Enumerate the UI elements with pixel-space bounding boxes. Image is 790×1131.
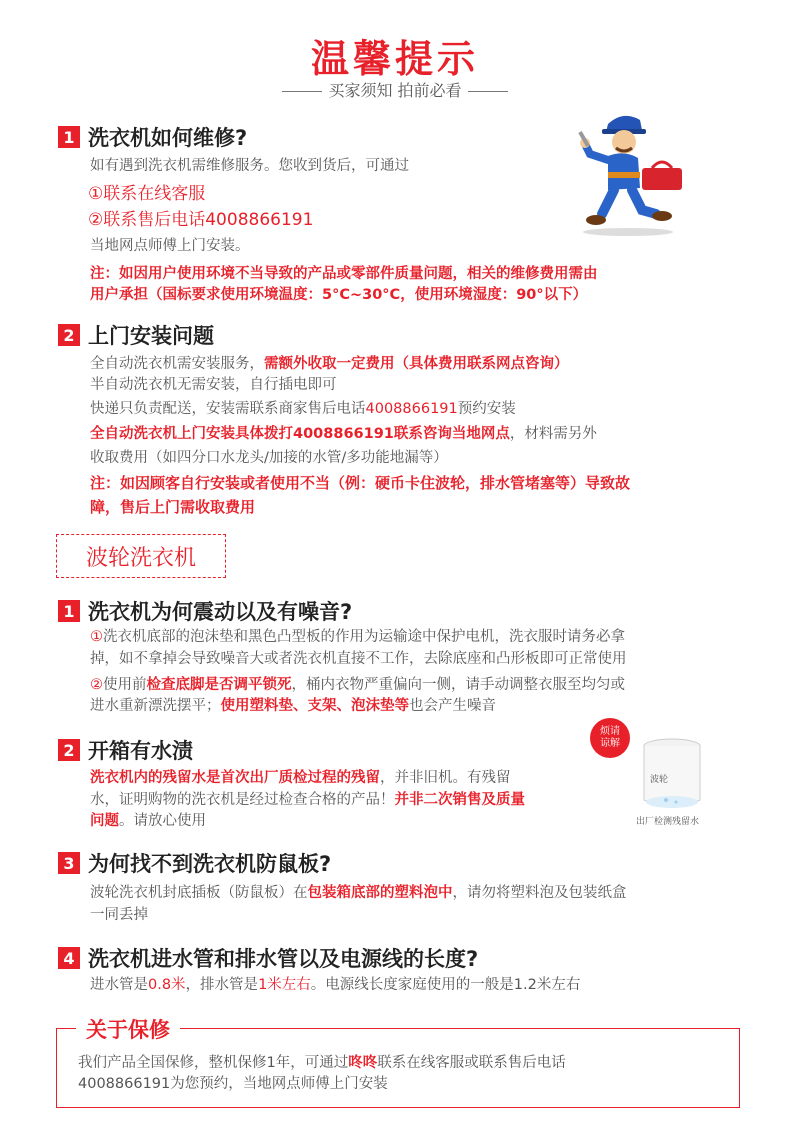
badge-text: 烦请谅解 bbox=[600, 726, 620, 749]
section-title: 洗衣机为何震动以及有噪音? bbox=[88, 600, 353, 624]
text-segment: 进水重新漂洗摆平； bbox=[90, 698, 221, 714]
section-number: 1 bbox=[58, 126, 80, 148]
chat-app-name: 咚咚 bbox=[348, 1055, 378, 1071]
water-line1 bbox=[90, 767, 511, 789]
vibration-line2: 掉，如不拿掉会导致噪音大或者洗衣机直接不工作，去除底座和凸形板即可正常使用 bbox=[90, 651, 627, 667]
water-line2 bbox=[90, 789, 525, 811]
text-highlight: 问题 bbox=[90, 813, 119, 829]
text-segment: 联系在线客服或联系售后电话 bbox=[377, 1055, 566, 1071]
repair-line1: 如有遇到洗衣机需维修服务。您收到货后，可通过 bbox=[90, 158, 409, 174]
section-number: 1 bbox=[58, 600, 80, 622]
repairman-illustration bbox=[568, 110, 688, 238]
drum-label: 波轮 bbox=[650, 775, 669, 785]
category-label: 波轮洗衣机 bbox=[85, 545, 196, 571]
install-line3 bbox=[90, 398, 516, 420]
text-highlight: 全自动洗衣机上门安装具体拨打4008866191联系咨询当地网点 bbox=[90, 426, 510, 442]
drum-caption: 出厂检测残留水 bbox=[636, 817, 700, 827]
warranty-title: 关于保修 bbox=[76, 1014, 180, 1044]
text-segment: 进水管是 bbox=[90, 977, 148, 993]
section-number: 2 bbox=[58, 324, 80, 346]
text-marker: ② bbox=[90, 677, 103, 693]
text-segment: ，桶内衣物严重偏向一侧，请手动调整衣服至均匀或 bbox=[291, 677, 625, 693]
text-segment: 波轮洗衣机封底插板（防鼠板）在 bbox=[90, 885, 308, 901]
category-box bbox=[56, 534, 226, 578]
section-vibration-heading bbox=[58, 596, 352, 626]
install-line1 bbox=[90, 353, 569, 375]
section-number: 3 bbox=[58, 852, 80, 874]
install-line4 bbox=[90, 423, 597, 445]
install-note-line1: 注：如因顾客自行安装或者使用不当（例：硬币卡住波轮，排水管堵塞等）导致故 bbox=[90, 474, 631, 492]
text-segment: 全自动洗衣机需安装服务， bbox=[90, 356, 264, 372]
text-segment: 使用前 bbox=[103, 677, 147, 693]
repair-line2: 当地网点师傅上门安装。 bbox=[90, 238, 250, 254]
text-segment: 快递只负责配送，安装需联系商家售后电话 bbox=[90, 401, 366, 417]
text-marker: ① bbox=[90, 629, 103, 645]
text-segment: ，并非旧机。有残留 bbox=[380, 770, 511, 786]
text-highlight: 并非二次销售及质量 bbox=[394, 792, 525, 808]
section-number: 4 bbox=[58, 947, 80, 969]
section-install-heading bbox=[58, 320, 214, 350]
text-segment: 水，证明购物的洗衣机是经过检查合格的产品！ bbox=[90, 792, 395, 808]
warranty-line2: 4008866191为您预约，当地网点师傅上门安装 bbox=[78, 1076, 388, 1092]
text-segment: 洗衣机底部的泡沫垫和黑色凸型板的作用为运输途中保护电机，洗衣服时请务必拿 bbox=[103, 629, 625, 645]
section-title: 洗衣机进水管和排水管以及电源线的长度? bbox=[88, 947, 479, 971]
section-repair-heading bbox=[58, 122, 247, 152]
section-title: 洗衣机如何维修? bbox=[88, 126, 248, 150]
text-segment: 我们产品全国保修，整机保修1年，可通过 bbox=[78, 1055, 349, 1071]
text-highlight: 需额外收取一定费用（具体费用联系网点咨询） bbox=[264, 356, 569, 372]
divider-left bbox=[282, 91, 322, 92]
repair-note-line1: 注：如因用户使用环境不当导致的产品或零部件质量问题，相关的维修费用需由 bbox=[90, 266, 598, 282]
section-title: 上门安装问题 bbox=[88, 324, 214, 348]
section-title: 为何找不到洗衣机防鼠板? bbox=[88, 852, 332, 876]
apology-badge bbox=[590, 718, 630, 758]
install-note-line2: 障，售后上门需收取费用 bbox=[90, 498, 256, 516]
text-segment: ，请勿将塑料泡及包装纸盒 bbox=[452, 885, 627, 901]
install-line5: 收取费用（如四分口水龙头/加接的水管/多功能地漏等） bbox=[90, 450, 448, 466]
text-highlight: 包装箱底部的塑料泡中 bbox=[307, 885, 453, 901]
length-line bbox=[90, 974, 580, 996]
text-highlight: 使用塑料垫、支架、泡沫垫等 bbox=[220, 698, 409, 714]
inlet-length: 0.8米 bbox=[148, 977, 186, 993]
section-title: 开箱有水渍 bbox=[88, 739, 193, 763]
section-water-heading bbox=[58, 735, 193, 765]
text-segment: 。请放心使用 bbox=[119, 813, 206, 829]
text-segment: 也会产生噪音 bbox=[409, 698, 496, 714]
section-number: 2 bbox=[58, 739, 80, 761]
mouse-line1 bbox=[90, 882, 627, 904]
text-segment: ，材料需另外 bbox=[509, 426, 597, 442]
text-segment: ，排水管是 bbox=[185, 977, 259, 993]
text-segment: 预约安装 bbox=[457, 401, 516, 417]
page-title: 温馨提示 bbox=[310, 37, 479, 81]
divider-right bbox=[468, 91, 508, 92]
drain-length: 1米左右 bbox=[258, 977, 311, 993]
repair-option-phone: ②联系售后电话4008866191 bbox=[88, 210, 314, 230]
install-line2: 半自动洗衣机无需安装，自行插电即可 bbox=[90, 377, 337, 393]
subtitle-text: 买家须知 拍前必看 bbox=[328, 81, 462, 100]
vibration-line1 bbox=[90, 626, 625, 648]
mouse-line2: 一同丢掉 bbox=[90, 907, 148, 923]
page-subtitle bbox=[0, 78, 790, 101]
repair-note-line2: 用户承担（国标要求使用环境温度：5°C~30°C，使用环境湿度：90°以下） bbox=[90, 287, 588, 303]
section-mouse-board-heading bbox=[58, 848, 331, 878]
warranty-line1 bbox=[78, 1052, 566, 1074]
text-segment: 。电源线长度家庭使用的一般是1.2米左右 bbox=[310, 977, 581, 993]
vibration-line3 bbox=[90, 674, 625, 696]
water-line3 bbox=[90, 810, 206, 832]
text-highlight: 洗衣机内的残留水是首次出厂质检过程的残留 bbox=[90, 770, 380, 786]
text-highlight: 检查底脚是否调平锁死 bbox=[146, 677, 292, 693]
phone-number: 4008866191 bbox=[365, 401, 458, 417]
section-length-heading bbox=[58, 943, 478, 973]
repair-option-online: ①联系在线客服 bbox=[88, 184, 206, 204]
vibration-line4 bbox=[90, 695, 496, 717]
